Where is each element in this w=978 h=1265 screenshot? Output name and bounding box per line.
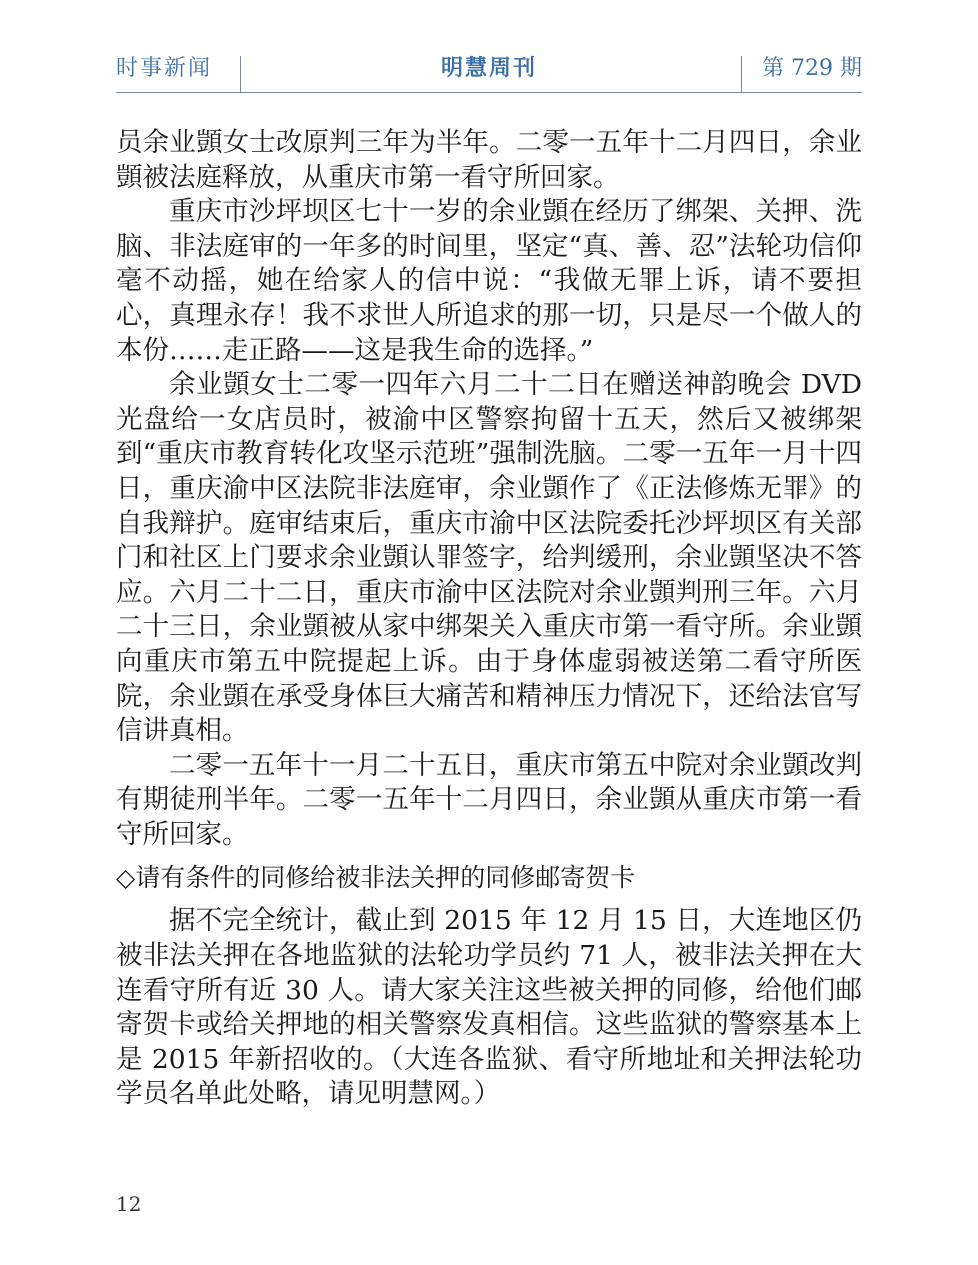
article-paragraph: 余业顗女士二零一四年六月二十二日在赠送神韵晚会 DVD 光盘给一女店员时，被渝中区警察拘留十五天，然后又被绑架到“重庆市教育转化攻坚示范班”强制洗脑。二零一五年一月十四日，重庆渝中区法院非法庭审，余业顗作了《正法修炼无罪》的自我辩护。庭审结束后，重庆市渝中区法院委托沙坪坝区有关部门和社区上门要求余业顗认罪签字，给判缓刑，余业顗坚决不答应。六月二十二日，重庆市渝中区法院对余业顗判刑三年。六月二十三日，余业顗被从家中绑架关入重庆市第一看守所。余业顗向重庆市第五中院提起上诉。由于身体虚弱被送第二看守所医院，余业顗在承受身体巨大痛苦和精神压力情况下，还给法官写信讲真相。 xyxy=(116,369,862,747)
header-issue-number: 第 729 期 xyxy=(762,56,862,81)
page-number: 12 xyxy=(116,1192,142,1216)
header-section-label: 时事新闻 xyxy=(116,56,213,81)
section-paragraph: 据不完全统计，截止到 2015 年 12 月 15 日，大连地区仍被非法关押在各地监狱的法轮功学员约 71 人，被非法关押在大连看守所有近 30 人。请大家关注这些被关押的同修，给他们邮寄贺卡或给关押地的相关警察发真相信。这些监狱的警察基本上是 2015 年新招收的。（大连各监狱、看守所地址和关押法轮功学员名单此处略，请见明慧网。） xyxy=(116,905,862,1110)
article-paragraph: 重庆市沙坪坝区七十一岁的余业顗在经历了绑架、关押、洗脑、非法庭审的一年多的时间里，坚定“真、善、忍”法轮功信仰毫不动摇，她在给家人的信中说：“我做无罪上诉，请不要担心，真理永存！我不求世人所追求的那一切，只是尽一个做人的本份……走正路——这是我生命的选择。” xyxy=(116,196,862,366)
article-paragraph: 二零一五年十一月二十五日，重庆市第五中院对余业顗改判有期徒刑半年。二零一五年十二月四日，余业顗从重庆市第一看守所回家。 xyxy=(116,749,862,850)
header-publication-title: 明慧周刊 xyxy=(440,56,537,81)
section-heading: ◇请有条件的同修给被非法关押的同修邮寄贺卡 xyxy=(116,863,636,893)
header-divider-right xyxy=(741,56,742,92)
page-header xyxy=(116,50,862,93)
article-paragraph: 员余业顗女士改原判三年为半年。二零一五年十二月四日，余业顗被法庭释放，从重庆市第一看守所回家。 xyxy=(116,127,862,193)
article-body xyxy=(116,126,862,1112)
